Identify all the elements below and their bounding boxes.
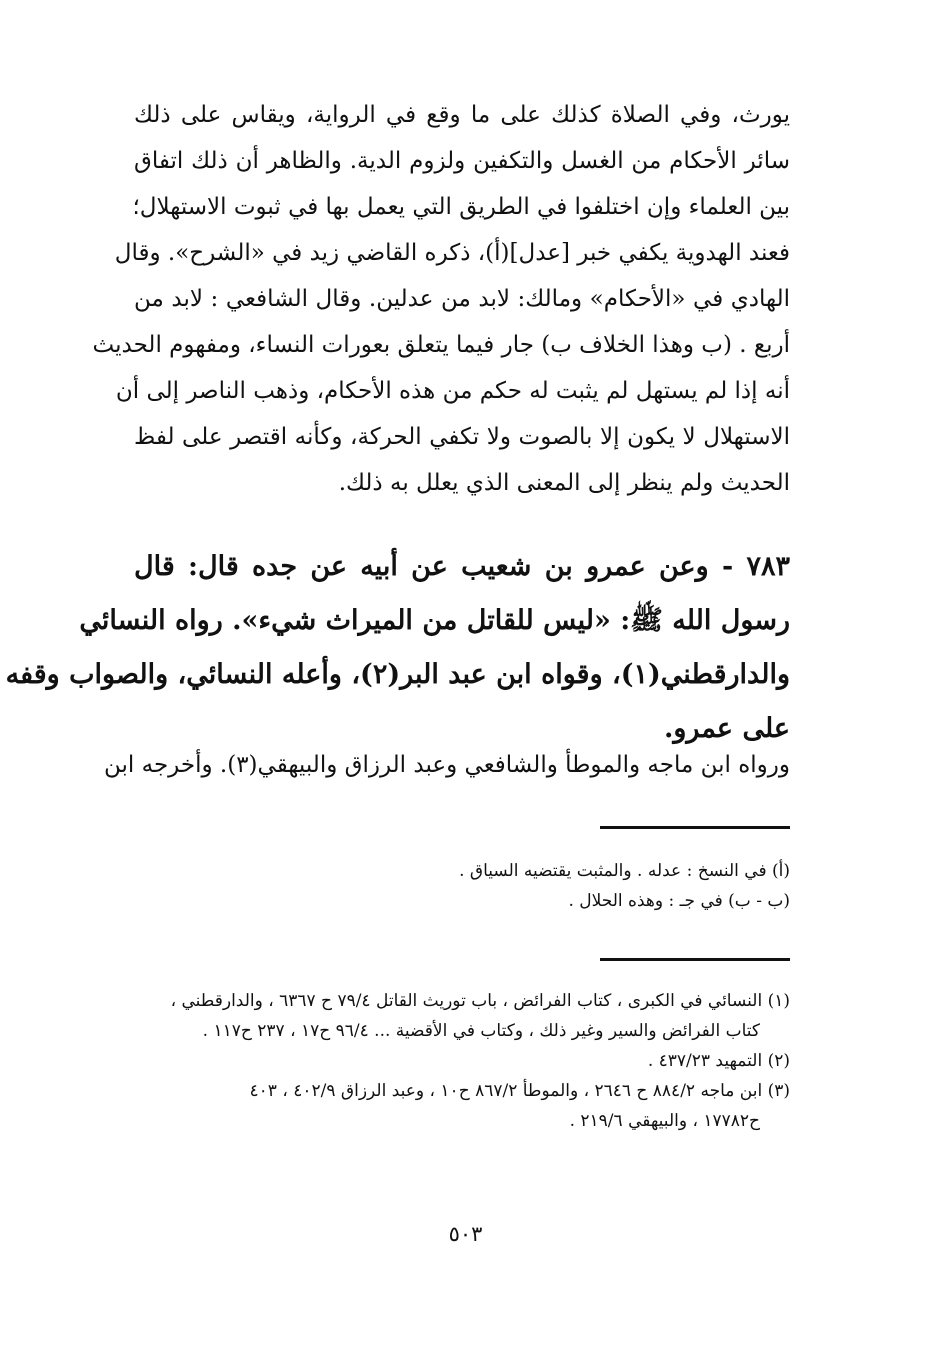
source-footnotes [134,986,790,1136]
footnote: (٣) ابن ماجه ٨٨٤/٢ ح ٢٦٤٦ ، والموطأ ٨٦٧/٢ ح١٠ ، وعبد الرزاق ٤٠٢/٩ ، ٤٠٣ [249,1081,790,1101]
footnote: (١) النسائي في الكبرى ، كتاب الفرائض ، باب توريث القاتل ٧٩/٤ ح ٦٣٦٧ ، والدارقطني ، [170,991,790,1011]
hadith-paragraph [5,540,790,756]
page-number: ٥٠٣ [448,1222,483,1246]
footnote: (٢) التمهيد ٤٣٧/٢٣ . [647,1051,790,1071]
text-line: الحديث ولم ينظر إلى المعنى الذي يعلل به ذلك. [338,470,790,496]
hadith-line: والدارقطني(١)، وقواه ابن عبد البر(٢)، وأعله النسائي، والصواب وقفه [5,659,790,690]
hadith-line: رسول الله ﷺ: «ليس للقاتل من الميراث شيء». رواه النسائي [79,605,790,636]
footnote-divider [600,958,790,961]
text-line: سائر الأحكام من الغسل والتكفين ولزوم الدية. والظاهر أن ذلك اتفاق [134,148,790,174]
text-line: يورث، وفي الصلاة كذلك على ما وقع في الرواية، ويقاس على ذلك [134,102,790,128]
hadith-line: على عمرو. [663,713,790,744]
main-paragraph [92,92,790,506]
text-line: أربع . (ب وهذا الخلاف ب) جار فيما يتعلق بعورات النساء، ومفهوم الحديث [92,332,790,358]
hadith-line: ٧٨٣ - وعن عمرو بن شعيب عن أبيه عن جده قال: قال [134,551,790,582]
text-line: بين العلماء وإن اختلفوا في الطريق التي يعمل بها في ثبوت الاستهلال؛ [132,194,790,220]
text-line: أنه إذا لم يستهل لم يثبت له حكم من هذه الأحكام، وذهب الناصر إلى أن [115,378,790,404]
text-line: فعند الهدوية يكفي خبر [عدل](أ)، ذكره القاضي زيد في «الشرح». وقال [114,240,790,266]
text-line: الهادي في «الأحكام» ومالك: لابد من عدلين. وقال الشافعي : لابد من [134,286,790,312]
footnote: (ب - ب) في جـ : وهذه الحلال . [568,891,790,911]
footnote-divider [600,826,790,829]
commentary-paragraph [104,742,790,788]
footnote: (أ) في النسخ : عدله . والمثبت يقتضيه السياق . [459,861,790,881]
variant-footnotes [134,856,790,916]
footnote-continuation: كتاب الفرائض والسير وغير ذلك ، وكتاب في الأقضية ... ٩٦/٤ ح١٧ ، ٢٣٧ ح١١٧ . [202,1021,760,1041]
text-line: ورواه ابن ماجه والموطأ والشافعي وعبد الرزاق والبيهقي(٣). وأخرجه ابن [104,752,790,778]
text-line: الاستهلال لا يكون إلا بالصوت ولا تكفي الحركة، وكأنه اقتصر على لفظ [134,424,790,450]
footnote-continuation: ح١٧٧٨٢ ، والبيهقي ٢١٩/٦ . [569,1111,760,1131]
